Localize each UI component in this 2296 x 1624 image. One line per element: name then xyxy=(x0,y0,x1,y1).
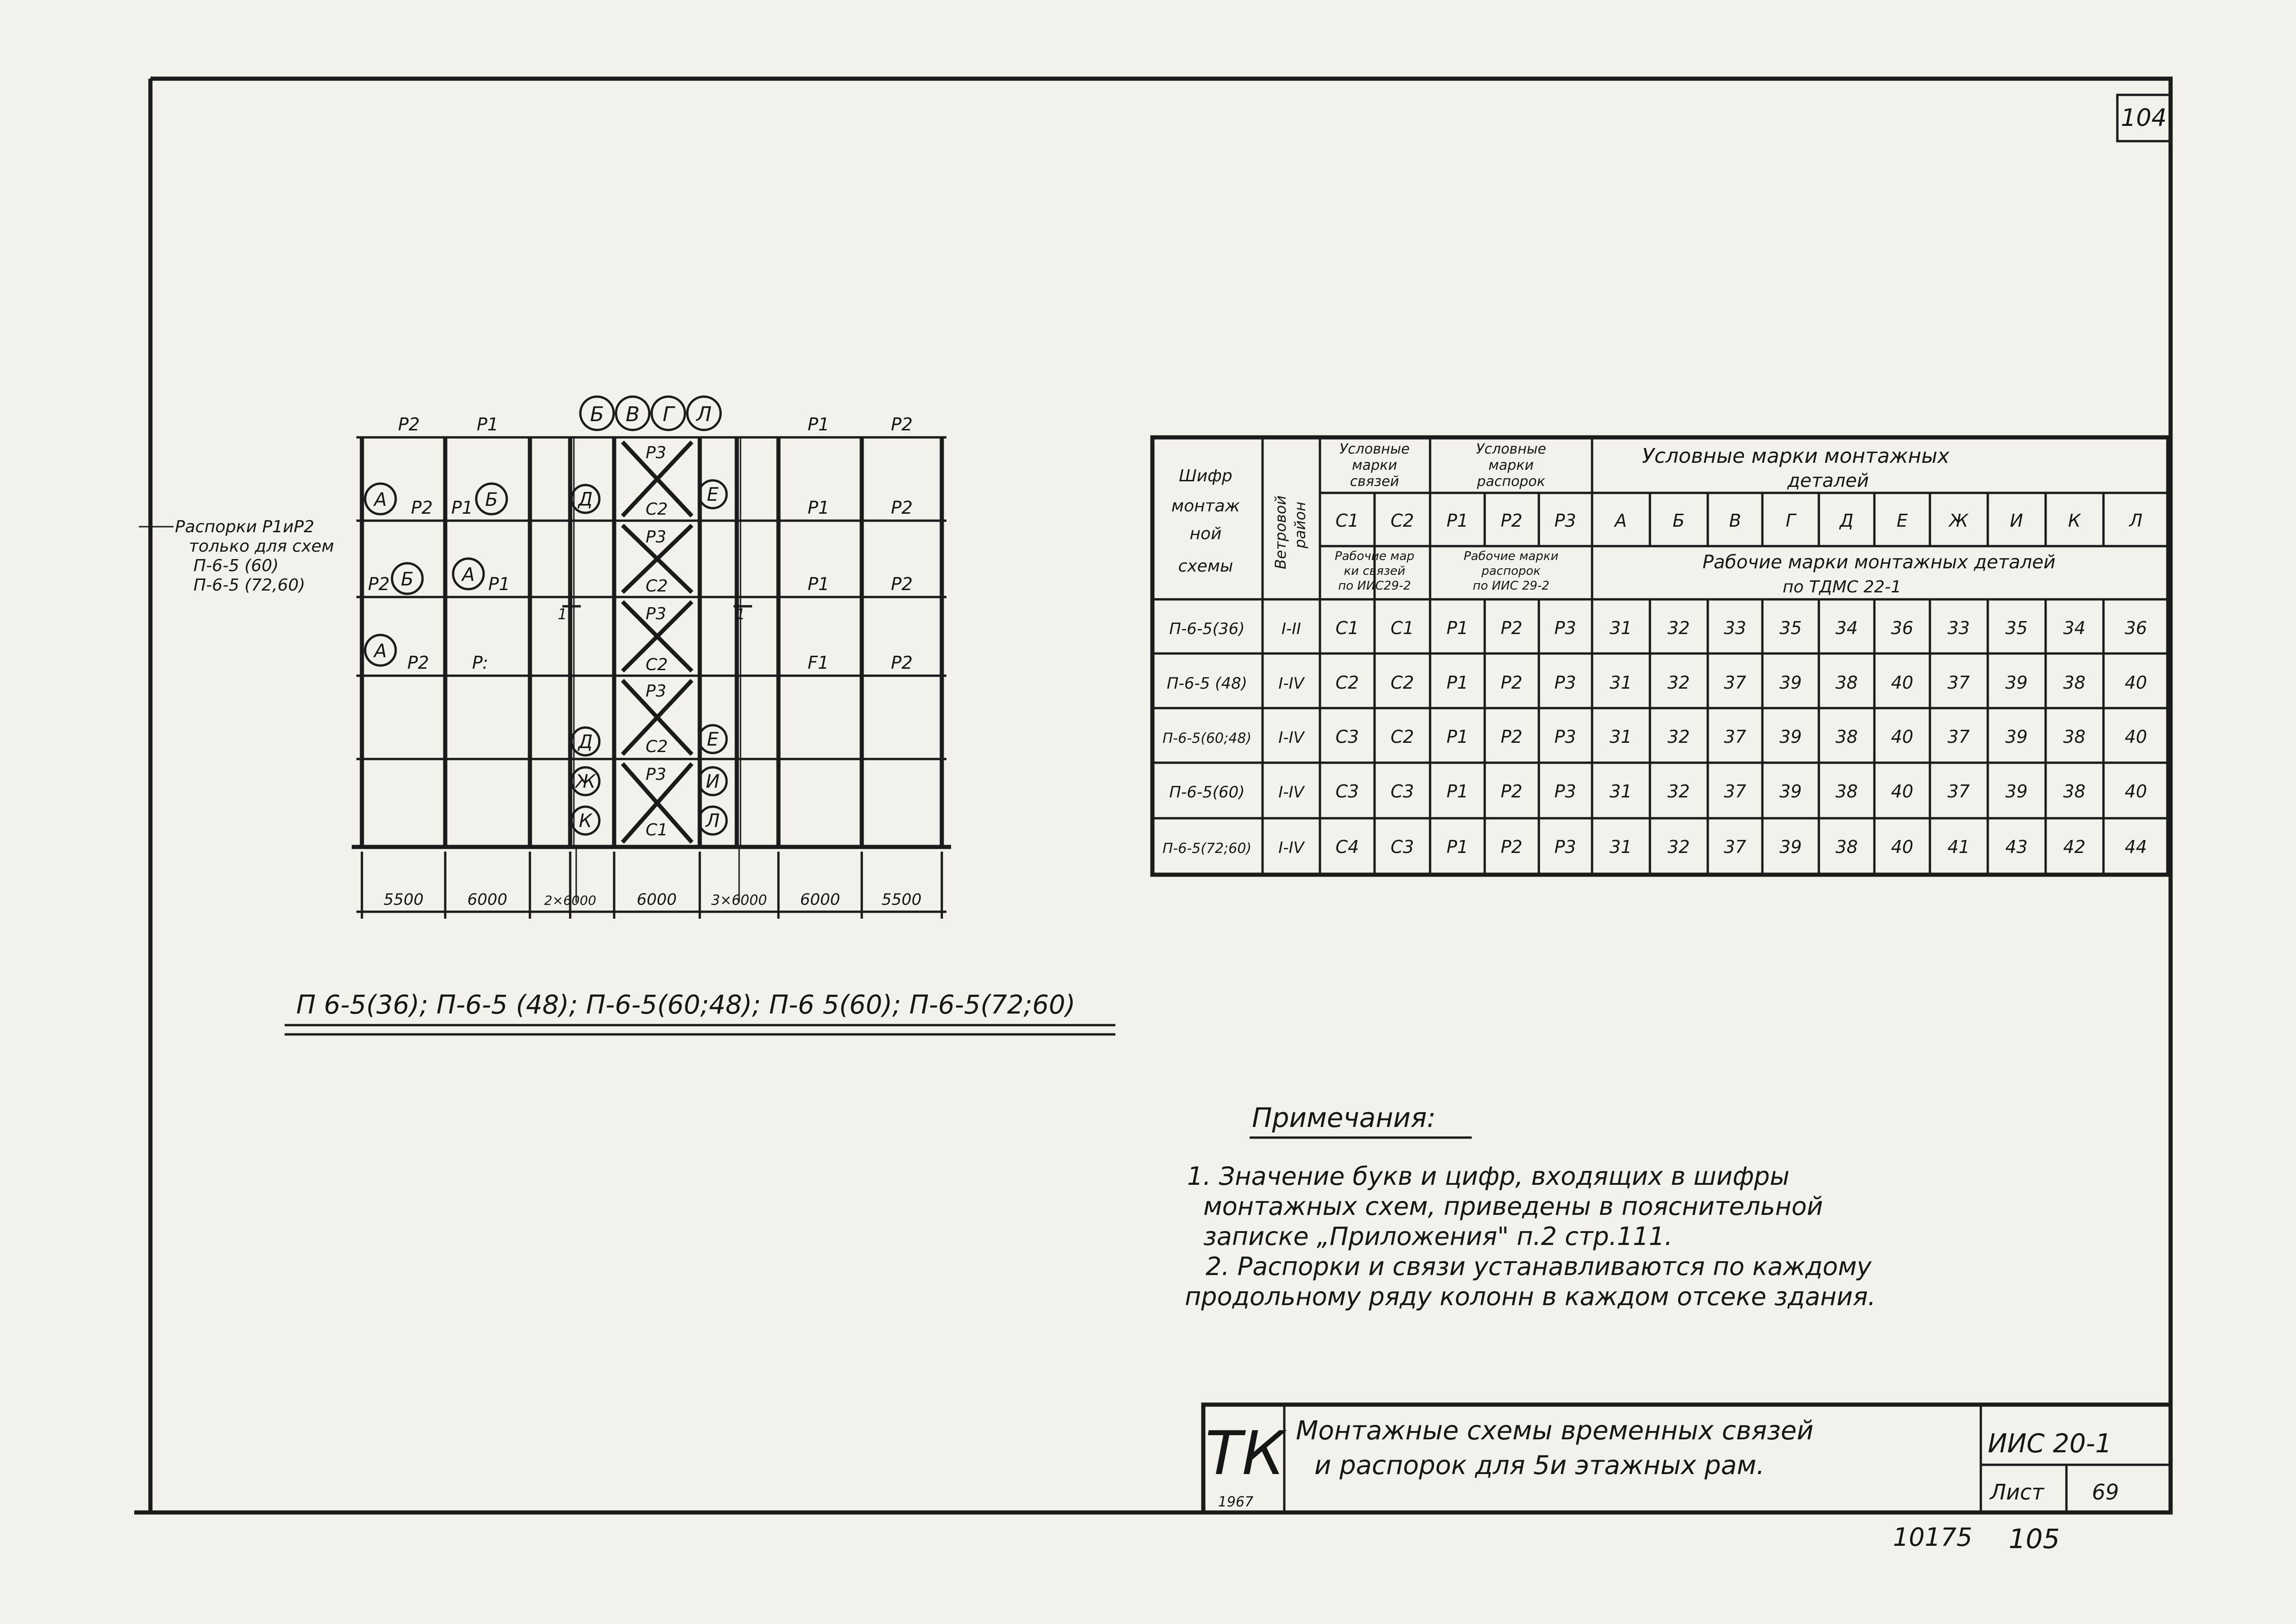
detail-mark: А xyxy=(462,564,475,585)
cell: 40 xyxy=(2124,781,2147,802)
axis-label: Л xyxy=(696,403,712,426)
cell: 33 xyxy=(1724,618,1747,638)
cell: 35 xyxy=(2005,618,2028,638)
cell-wind: I-IV xyxy=(1278,674,1304,693)
page-number: 104 xyxy=(2121,104,2167,132)
cell: Р3 xyxy=(1554,618,1576,638)
cell: 38 xyxy=(2063,781,2086,802)
cell: Р2 xyxy=(1500,618,1523,638)
header-conn-work: Рабочие мар xyxy=(1334,549,1415,563)
col-header: С2 xyxy=(1390,510,1414,531)
cell: 42 xyxy=(2063,837,2086,857)
cell: Р1 xyxy=(1446,781,1468,802)
col-header: Л xyxy=(2129,510,2143,531)
cell: 40 xyxy=(1891,781,1914,802)
cell: 39 xyxy=(2005,781,2028,802)
detail-mark: И xyxy=(706,771,720,792)
detail-mark: Б xyxy=(401,569,414,590)
bay-label: C1 xyxy=(646,821,668,840)
title-logo: ТК xyxy=(1205,1418,1285,1488)
col-header: С1 xyxy=(1335,510,1359,531)
detail-mark: Е xyxy=(707,484,719,505)
cell-scheme: П-6-5 (48) xyxy=(1167,674,1247,693)
bottom-number-left: 10175 xyxy=(1893,1523,1972,1552)
cell: С3 xyxy=(1390,837,1414,857)
header-conn-group: Условные xyxy=(1339,441,1410,457)
table-header xyxy=(1171,441,2142,597)
notes xyxy=(1185,1102,1876,1311)
note-line: монтажных схем, приведены в пояснительной xyxy=(1203,1192,1823,1221)
dimension-line xyxy=(356,852,946,919)
col-header: Р1 xyxy=(1446,510,1468,531)
cell: 38 xyxy=(2063,727,2086,747)
cell-wind: I-II xyxy=(1281,620,1301,638)
header-conn-group: связей xyxy=(1350,473,1400,490)
cell: С2 xyxy=(1390,672,1414,693)
col-header: К xyxy=(2068,510,2081,531)
cell: 40 xyxy=(1891,837,1914,857)
cell: 37 xyxy=(1724,727,1747,747)
dimension-label: 3×6000 xyxy=(711,892,767,908)
series-code: ИИС 20-1 xyxy=(1988,1429,2112,1459)
header-details-group: деталей xyxy=(1787,470,1869,492)
header-strut-work: по ИИС 29-2 xyxy=(1473,579,1549,593)
frame-diagram xyxy=(285,397,1115,1034)
cell: 34 xyxy=(2063,618,2086,638)
member-label: P2 xyxy=(891,653,913,673)
header-scheme: Шифр xyxy=(1179,467,1232,485)
member-label: P1 xyxy=(488,574,510,594)
col-header: Ж xyxy=(1949,510,1968,531)
col-header: Р2 xyxy=(1500,510,1523,531)
member-label: P1 xyxy=(808,498,830,518)
dimension-label: 2×6000 xyxy=(544,893,597,908)
cell-scheme: П-6-5(36) xyxy=(1169,620,1245,638)
cell: 36 xyxy=(1891,618,1914,638)
cell-scheme: П-6-5(72;60) xyxy=(1162,840,1252,857)
col-header: Г xyxy=(1786,510,1796,531)
cell: Р2 xyxy=(1500,837,1523,857)
title-year: 1967 xyxy=(1218,1494,1254,1510)
cell: Р2 xyxy=(1500,781,1523,802)
cell: 37 xyxy=(1947,781,1970,802)
cell: Р2 xyxy=(1500,727,1523,747)
side-note-line: П-6-5 (72,60) xyxy=(193,576,305,595)
cell: 31 xyxy=(1609,781,1632,802)
cell: 37 xyxy=(1947,672,1970,693)
header-scheme: монтаж xyxy=(1171,497,1240,516)
detail-mark: Б xyxy=(485,489,498,510)
cell: Р3 xyxy=(1554,781,1576,802)
member-label: P: xyxy=(472,653,489,673)
cell: 31 xyxy=(1609,672,1632,693)
cell: Р1 xyxy=(1446,727,1468,747)
cell: С2 xyxy=(1335,672,1359,693)
cell: 44 xyxy=(2124,837,2147,857)
note-line: записке „Приложения" п.2 стр.111. xyxy=(1203,1222,1673,1251)
side-note-line: только для схем xyxy=(189,537,334,556)
cell: 35 xyxy=(1779,618,1802,638)
member-label: P2 xyxy=(398,414,420,435)
bay-label: P3 xyxy=(646,443,666,462)
cell: Р1 xyxy=(1446,672,1468,693)
bay-label: C2 xyxy=(646,577,668,596)
header-scheme: ной xyxy=(1189,524,1222,543)
frame-caption: П 6-5(36); П-6-5 (48); П-6-5(60;48); П-6 5(60); П-6-5(72;60) xyxy=(296,990,1076,1020)
bay-label: P3 xyxy=(646,528,666,547)
header-strut-group: Условные xyxy=(1476,441,1546,457)
detail-mark: А xyxy=(374,489,387,510)
cell: 34 xyxy=(1835,618,1858,638)
bay-label: C2 xyxy=(646,500,668,519)
dimension-label: 6000 xyxy=(800,890,840,909)
cell: 33 xyxy=(1947,618,1970,638)
cell: Р1 xyxy=(1446,837,1468,857)
cell-scheme: П-6-5(60;48) xyxy=(1162,730,1252,747)
dimension-label: 5500 xyxy=(881,890,922,909)
cell: 31 xyxy=(1609,618,1632,638)
dimension-label: 5500 xyxy=(383,890,424,909)
cell: С3 xyxy=(1390,781,1414,802)
cell: 37 xyxy=(1947,727,1970,747)
col-header: И xyxy=(2010,510,2023,531)
header-details-work: по ТДМС 22-1 xyxy=(1782,578,1902,597)
cell: С1 xyxy=(1390,618,1414,638)
detail-mark: Л xyxy=(705,810,720,832)
detail-mark: К xyxy=(579,810,592,832)
cell: Р3 xyxy=(1554,727,1576,747)
cell: 39 xyxy=(1779,781,1802,802)
side-note xyxy=(139,517,334,595)
title-line: Монтажные схемы временных связей xyxy=(1296,1416,1814,1446)
detail-mark: Е xyxy=(707,729,719,750)
dimension-label: 6000 xyxy=(636,890,677,909)
note-line: продольному ряду колонн в каждом отсеке здания. xyxy=(1185,1282,1876,1311)
cell: 39 xyxy=(1779,837,1802,857)
detail-mark: Д xyxy=(578,489,593,510)
member-label: P2 xyxy=(407,653,429,673)
cell: 37 xyxy=(1724,672,1747,693)
col-header: Б xyxy=(1672,510,1685,531)
member-label: P2 xyxy=(368,574,390,594)
cell: С4 xyxy=(1335,837,1359,857)
cell: 41 xyxy=(1947,837,1970,857)
cell: 36 xyxy=(2124,618,2147,638)
detail-mark: А xyxy=(374,641,387,662)
col-header: В xyxy=(1729,510,1742,531)
member-label: P1 xyxy=(451,498,473,518)
cell-wind: I-IV xyxy=(1278,839,1304,857)
bay-label: P3 xyxy=(646,604,666,623)
cell: 40 xyxy=(1891,672,1914,693)
cell: 38 xyxy=(2063,672,2086,693)
cell: 32 xyxy=(1667,837,1690,857)
member-label: F1 xyxy=(808,653,829,673)
axis-circles-top xyxy=(580,397,721,430)
member-label: P1 xyxy=(477,414,499,435)
axis-label: Б xyxy=(590,403,604,426)
header-strut-group: марки xyxy=(1488,457,1534,473)
header-strut-work: распорок xyxy=(1481,564,1541,578)
cell: 37 xyxy=(1724,781,1747,802)
cell: 31 xyxy=(1609,727,1632,747)
cell: 38 xyxy=(1835,781,1858,802)
cell-scheme: П-6-5(60) xyxy=(1169,783,1245,802)
cell: 32 xyxy=(1667,727,1690,747)
title-line: и распорок для 5и этажных рам. xyxy=(1314,1450,1765,1481)
cell: 32 xyxy=(1667,618,1690,638)
cell: 39 xyxy=(1779,727,1802,747)
section-mark: 1 xyxy=(736,605,746,623)
header-strut-group: распорок xyxy=(1477,473,1545,490)
cell: 37 xyxy=(1724,837,1747,857)
header-wind: Ветровой xyxy=(1272,495,1289,569)
cell: С1 xyxy=(1335,618,1359,638)
member-label: P2 xyxy=(891,498,913,518)
header-strut-work: Рабочие марки xyxy=(1463,549,1559,563)
bay-label: C2 xyxy=(646,655,668,674)
cell: 40 xyxy=(2124,672,2147,693)
note-line: 2. Распорки и связи устанавливаются по каждому xyxy=(1206,1252,1872,1281)
notes-title: Примечания: xyxy=(1252,1102,1436,1133)
member-label: P1 xyxy=(808,414,830,435)
marks-table xyxy=(1152,437,2168,875)
header-details-work: Рабочие марки монтажных деталей xyxy=(1702,552,2056,573)
cell: 31 xyxy=(1609,837,1632,857)
member-label: P2 xyxy=(891,574,913,594)
cell: Р2 xyxy=(1500,672,1523,693)
cell: С3 xyxy=(1335,781,1359,802)
header-wind: район xyxy=(1291,501,1309,548)
cell: 38 xyxy=(1835,672,1858,693)
cell-wind: I-IV xyxy=(1278,783,1304,802)
sheet-number: 69 xyxy=(2092,1480,2119,1505)
cell: Р3 xyxy=(1554,837,1576,857)
bay-label: C2 xyxy=(646,737,668,756)
title-block xyxy=(1203,1405,2171,1512)
section-mark: 1 xyxy=(558,605,567,623)
header-scheme: схемы xyxy=(1178,557,1233,576)
header-details-group: Условные марки монтажных xyxy=(1642,444,1950,468)
side-note-line: П-6-5 (60) xyxy=(193,556,279,575)
cell: С2 xyxy=(1390,727,1414,747)
col-header: Д xyxy=(1840,510,1854,531)
header-conn-work: по ИИС29-2 xyxy=(1338,579,1411,593)
bay-label: P3 xyxy=(646,682,666,701)
cell: 32 xyxy=(1667,672,1690,693)
cell: С3 xyxy=(1335,727,1359,747)
header-conn-work: ки связей xyxy=(1344,564,1406,578)
cell: 39 xyxy=(2005,727,2028,747)
detail-mark: Ж xyxy=(575,771,596,792)
note-line: 1. Значение букв и цифр, входящих в шифры xyxy=(1187,1162,1790,1191)
cell: 38 xyxy=(1835,727,1858,747)
cell: 32 xyxy=(1667,781,1690,802)
side-note-line: Распорки Р1иР2 xyxy=(175,517,315,536)
bay-label: P3 xyxy=(646,765,666,784)
col-header: А xyxy=(1615,510,1627,531)
col-header: Р3 xyxy=(1554,510,1576,531)
detail-mark: Д xyxy=(578,731,593,753)
cell: 40 xyxy=(2124,727,2147,747)
cell: 38 xyxy=(1835,837,1858,857)
axis-label: Г xyxy=(662,403,674,426)
header-conn-group: марки xyxy=(1352,457,1397,473)
dimension-label: 6000 xyxy=(467,890,508,909)
bottom-number-right: 105 xyxy=(2009,1523,2060,1555)
cell: 40 xyxy=(1891,727,1914,747)
sheet-label: Лист xyxy=(1990,1480,2044,1505)
member-label: P2 xyxy=(411,498,433,518)
cell: 39 xyxy=(1779,672,1802,693)
cell: 43 xyxy=(2005,837,2028,857)
cell: Р1 xyxy=(1446,618,1468,638)
cell-wind: I-IV xyxy=(1278,728,1304,747)
cell: Р3 xyxy=(1554,672,1576,693)
axis-label: В xyxy=(625,403,640,426)
member-label: P1 xyxy=(808,574,830,594)
col-header: Е xyxy=(1896,510,1908,531)
cell: 39 xyxy=(2005,672,2028,693)
member-label: P2 xyxy=(891,414,913,435)
